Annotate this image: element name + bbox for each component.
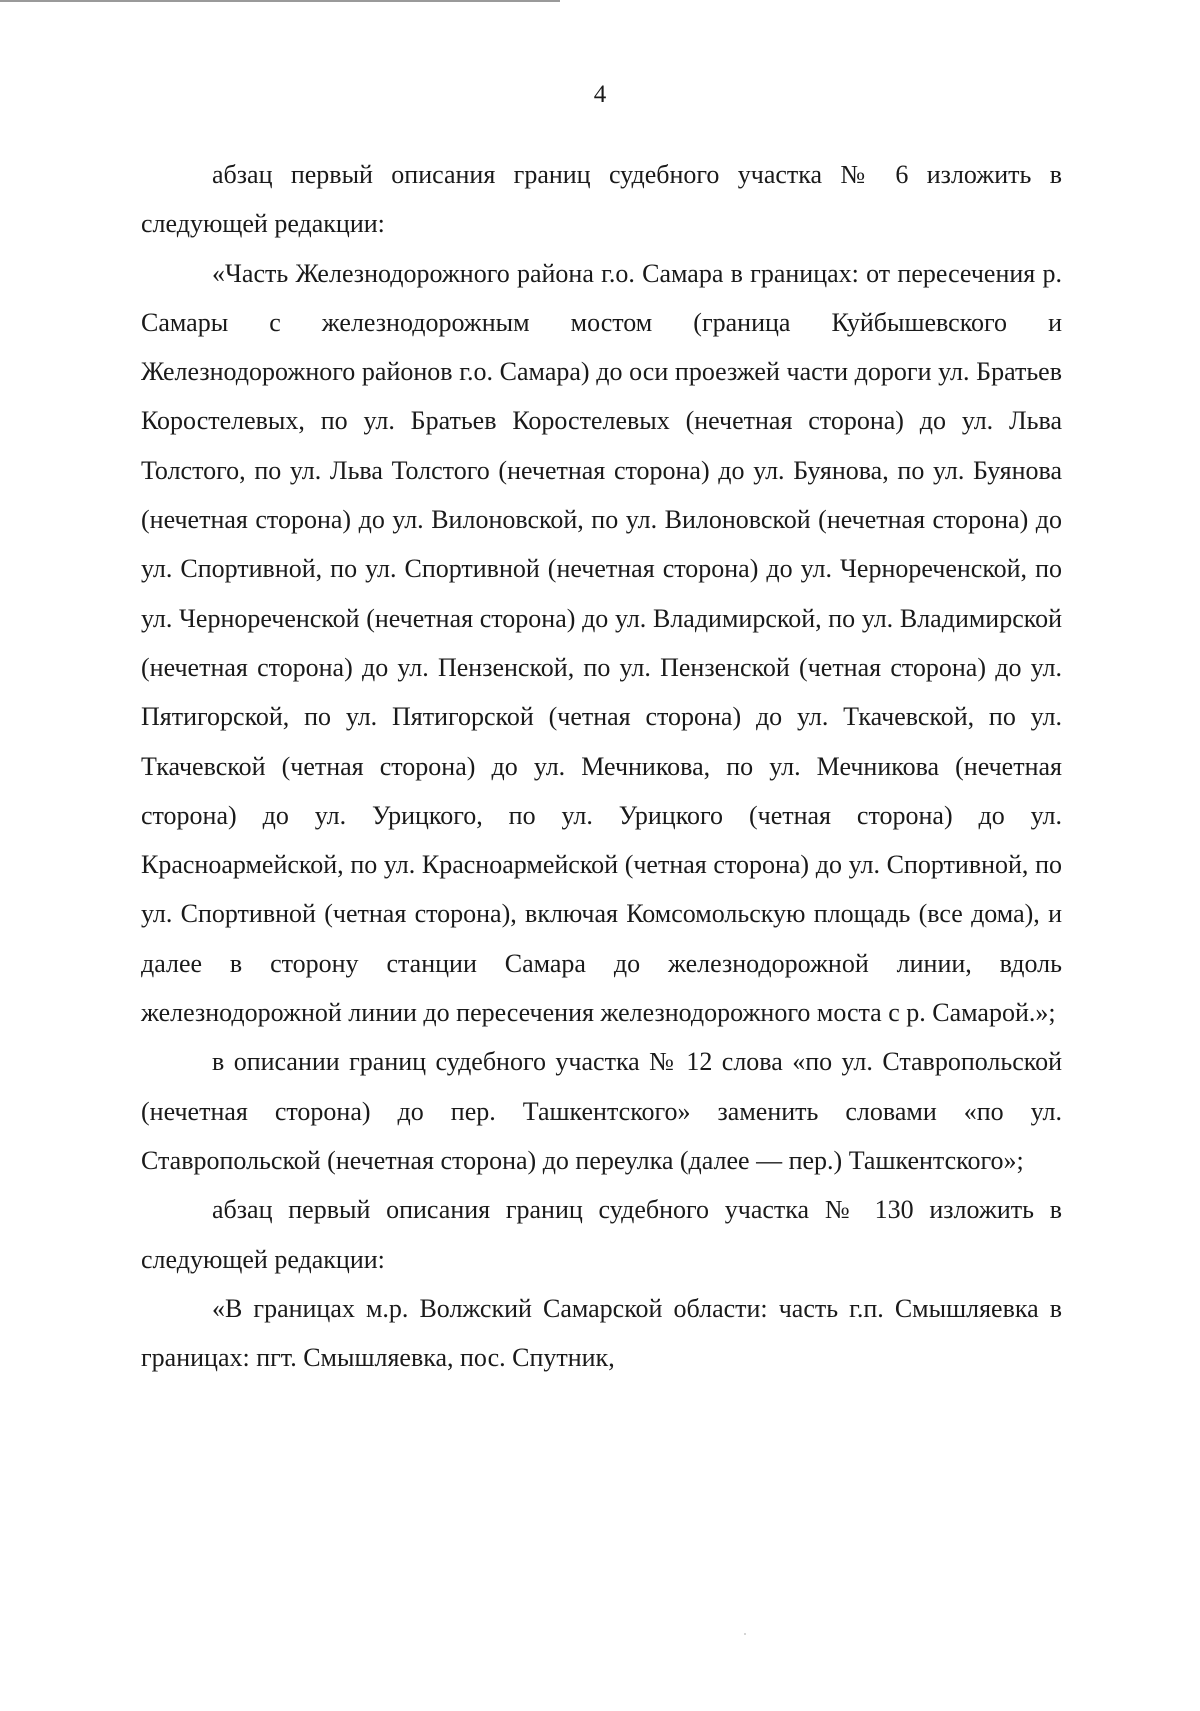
document-body — [141, 150, 1062, 1382]
paragraph-section-130-boundaries: «В границах м.р. Волжский Самарской области: часть г.п. Смышляевка в границах: пгт. Смышляевка, пос. Спутник, — [141, 1293, 1062, 1373]
page-number: 4 — [593, 81, 607, 108]
scan-edge-line — [0, 0, 560, 2]
paragraph-section-130-intro: абзац первый описания границ судебного участка № 130 изложить в следующей редакции: — [141, 1195, 1062, 1274]
paragraph-section-6-boundaries: «Часть Железнодорожного района г.о. Самара в границах: от пересечения р. Самары с железнодорожным мостом (граница Куйбышевского и Железнодорожного районов г.о. Самара) до оси проезжей части дороги ул. Братьев Коростелевых, по ул. Братьев Коростелевых (нечетная сторона) до ул. Льва Толстого, по ул. Льва Толстого (нечетная сторона) до ул. Буянова, по ул. Буянова (нечетная сторона) до ул. Вилоновской, по ул. Вилоновской (нечетная сторона) до ул. Спортивной, по ул. Спортивной (нечетная сторона) до ул. Чернореченской, по ул. Чернореченской (нечетная сторона) до ул. Владимирской, по ул. Владимирской (нечетная сторона) до ул. Пензенской, по ул. Пензенской (четная сторона) до ул. Пятигорской, по ул. Пятигорской (четная сторона) до ул. Ткачевской, по ул. Ткачевской (четная сторона) до ул. Мечникова, по ул. Мечникова (нечетная сторона) до ул. Урицкого, по ул. Урицкого (четная сторона) до ул. Красноармейской, по ул. Красноармейской (четная сторона) до ул. Спортивной, по ул. Спортивной (четная сторона), включая Комсомольскую площадь (все дома), и далее в сторону станции Самара до железнодорожной линии, вдоль железнодорожной линии до пересечения железнодорожного моста с р. Самарой.»; — [141, 258, 1062, 1028]
paragraph-section-12-amendment: в описании границ судебного участка № 12 слова «по ул. Ставропольской (нечетная сторона) до пер. Ташкентского» заменить словами «по ул. Ставропольской (нечетная сторона) до переулка (далее — пер.) Ташкентского»; — [141, 1047, 1062, 1175]
scan-speck — [744, 1633, 746, 1635]
paragraph-section-6-intro: абзац первый описания границ судебного участка № 6 изложить в следующей редакции: — [141, 160, 1062, 239]
